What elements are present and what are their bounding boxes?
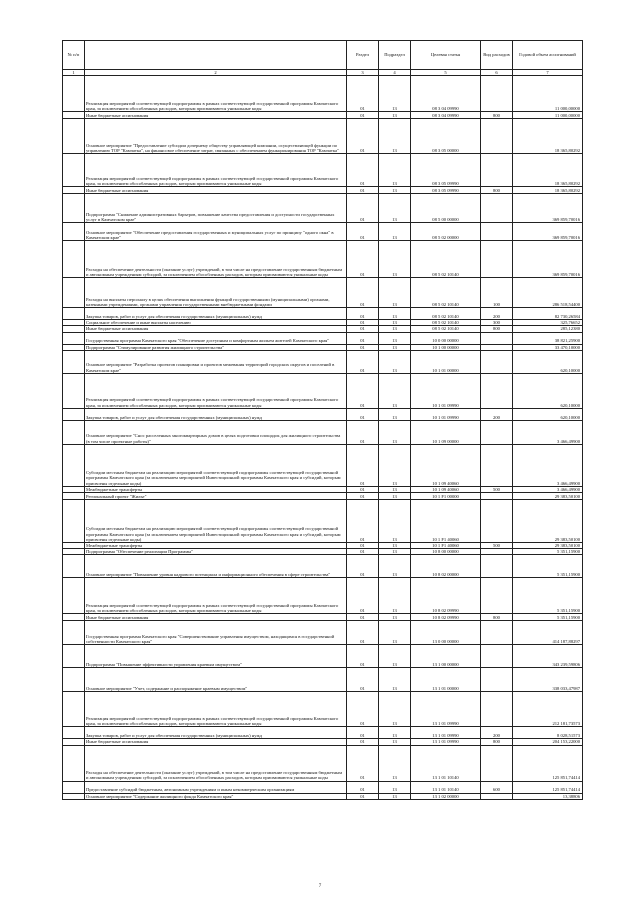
table-row — [63, 781, 583, 793]
row-name: Реализация мероприятий соответствующей подпрограммы в рамках соответствующей государственной программы Камчатского края, за исключением обособленных расходов, которым присваиваются уникальные коды — [85, 373, 347, 408]
colnum: 2 — [85, 70, 347, 76]
row-section: 01 — [347, 614, 379, 621]
row-expense-type: 300 — [481, 320, 513, 326]
row-expense-type — [481, 373, 513, 408]
colnum: 1 — [63, 70, 85, 76]
row-target-article: 08 5 02 10140 — [411, 326, 481, 332]
row-name: Реализация мероприятий соответствующей подпрограммы в рамках соответствующей государственной программы Камчатского края, за исключением обособленных расходов, которым присваиваются уникальные коды — [85, 692, 347, 727]
budget-table-page — [62, 40, 582, 800]
row-target-article: 10 1 09 00000 — [411, 420, 481, 444]
row-expense-type: 800 — [481, 614, 513, 621]
table-row — [63, 420, 583, 444]
num-cell — [63, 119, 85, 154]
row-name: Государственная программа Камчатского края "Совершенствование управления имуществом, находящимся в государственной собственности Камчатского края" — [85, 621, 347, 645]
num-cell — [63, 350, 85, 373]
row-name: Закупка товаров, работ и услуг для обеспечения государственных (муниципальных) нужд — [85, 727, 347, 739]
row-target-article: 10 8 02 00000 — [411, 555, 481, 578]
row-name: Субсидии местным бюджетам на реализацию мероприятий соответствующей подпрограммы соответствующей государственной программы Камчатского края (за исключением мероприятий Инвестиционной программы Камчатского края и субсидий, которым присвоены отдельные коды) — [85, 500, 347, 543]
colnum: 3 — [347, 70, 379, 76]
row-name: Государственная программа Камчатского края "Обеспечение доступным и комфортным жильем жителей Камчатского края" — [85, 332, 347, 344]
row-expense-type: 800 — [481, 739, 513, 745]
num-cell — [63, 241, 85, 278]
num-cell — [63, 793, 85, 799]
row-amount: 3 466,49900 — [513, 486, 583, 492]
num-cell — [63, 578, 85, 614]
row-amount: 29 383,50100 — [513, 543, 583, 549]
row-target-article: 13 1 01 09990 — [411, 727, 481, 739]
num-cell — [63, 332, 85, 344]
row-amount: 125 851,74414 — [513, 745, 583, 781]
row-section: 01 — [347, 692, 379, 727]
num-cell — [63, 408, 85, 420]
row-subsection: 13 — [379, 420, 411, 444]
row-target-article: 10 1 09 40060 — [411, 444, 481, 486]
row-name: Реализация мероприятий соответствующей подпрограммы в рамках соответствующей государственной программы Камчатского края, за исключением обособленных расходов, которым присваиваются уникальные коды — [85, 76, 347, 112]
row-amount: 286 518,54400 — [513, 278, 583, 308]
header-subsection: Подраздел — [379, 41, 411, 70]
row-subsection: 13 — [379, 326, 411, 332]
row-section: 01 — [347, 444, 379, 486]
table-row — [63, 308, 583, 320]
row-subsection: 13 — [379, 408, 411, 420]
row-expense-type — [481, 645, 513, 668]
row-section: 01 — [347, 549, 379, 555]
row-section: 01 — [347, 500, 379, 543]
row-target-article: 10 8 00 00000 — [411, 549, 481, 555]
row-section: 01 — [347, 154, 379, 187]
row-target-article: 10 8 02 09990 — [411, 578, 481, 614]
table-row — [63, 241, 583, 278]
row-name: Иные бюджетные ассигнования — [85, 187, 347, 194]
row-amount: 343 239,59806 — [513, 645, 583, 668]
row-name: Закупка товаров, работ и услуг для обеспечения государственных (муниципальных) нужд — [85, 308, 347, 320]
row-section: 01 — [347, 76, 379, 112]
table-row — [63, 493, 583, 500]
table-row — [63, 194, 583, 223]
row-target-article: 13 0 00 00000 — [411, 621, 481, 645]
row-name: Основное мероприятие "Предоставление субсидии дочернему обществу управляющей компании, осуществляющей функции по управлению ТОР "Камчатка", на финансовое обеспечение затрат, связанных с обеспечением функционирования ТОР "Камчатка" — [85, 119, 347, 154]
colnum: 6 — [481, 70, 513, 76]
table-row — [63, 614, 583, 621]
row-subsection: 13 — [379, 444, 411, 486]
row-subsection: 13 — [379, 344, 411, 350]
table-row — [63, 555, 583, 578]
row-amount: 29 383,50100 — [513, 493, 583, 500]
row-expense-type — [481, 350, 513, 373]
row-amount: 18 365,80292 — [513, 119, 583, 154]
row-amount: 620,10000 — [513, 373, 583, 408]
row-amount: 38 821,25900 — [513, 332, 583, 344]
row-name: Основное мероприятие "Обеспечение предоставления государственных и муниципальных услуг по принципу "одного окна" в Камчатском крае" — [85, 223, 347, 241]
num-cell — [63, 308, 85, 320]
row-expense-type — [481, 668, 513, 692]
colnum: 5 — [411, 70, 481, 76]
table-row — [63, 793, 583, 799]
num-cell — [63, 727, 85, 739]
row-name: Предоставление субсидий бюджетным, автономным учреждениям и иным некоммерческим организациям — [85, 781, 347, 793]
row-expense-type — [481, 420, 513, 444]
row-target-article: 13 1 01 10140 — [411, 781, 481, 793]
row-section: 01 — [347, 578, 379, 614]
num-cell — [63, 555, 85, 578]
num-cell — [63, 645, 85, 668]
row-section: 01 — [347, 223, 379, 241]
row-target-article: 08 5 02 10140 — [411, 308, 481, 320]
row-expense-type — [481, 332, 513, 344]
row-subsection: 13 — [379, 350, 411, 373]
row-subsection: 13 — [379, 112, 411, 119]
row-subsection: 13 — [379, 194, 411, 223]
row-subsection: 13 — [379, 493, 411, 500]
row-amount: 5 351,15900 — [513, 614, 583, 621]
table-row — [63, 408, 583, 420]
row-amount: 3 466,49900 — [513, 420, 583, 444]
table-header-row — [63, 41, 583, 70]
table-row — [63, 373, 583, 408]
row-name: Расходы на обеспечение деятельности (оказание услуг) учреждений, в том числе на предоставление государственным бюджетным и автономным учреждениям субсидий, за исключением обособленных расходов, которым присваиваются уникальные коды — [85, 745, 347, 781]
num-cell — [63, 668, 85, 692]
row-amount: 5 351,15900 — [513, 555, 583, 578]
row-name: Подпрограмма "Снижение административных барьеров, повышение качества предоставления и доступности государственных услуг в Камчатском крае" — [85, 194, 347, 223]
row-expense-type: 500 — [481, 486, 513, 492]
row-subsection: 13 — [379, 76, 411, 112]
table-row — [63, 692, 583, 727]
table-row — [63, 187, 583, 194]
row-section: 01 — [347, 320, 379, 326]
row-section: 01 — [347, 119, 379, 154]
page-number: 7 — [318, 884, 322, 889]
header-expense-type: Вид расходов — [481, 41, 513, 70]
row-amount: 11 000,00000 — [513, 76, 583, 112]
table-row — [63, 154, 583, 187]
row-target-article: 10 1 01 00000 — [411, 350, 481, 373]
row-name: Подпрограмма "Обеспечение реализации Программы" — [85, 549, 347, 555]
row-amount: 82 730,26584 — [513, 308, 583, 320]
row-name: Реализация мероприятий соответствующей подпрограммы в рамках соответствующей государственной программы Камчатского края, за исключением обособленных расходов, которым присваиваются уникальные коды — [85, 154, 347, 187]
row-subsection: 13 — [379, 500, 411, 543]
row-target-article: 08 3 05 09990 — [411, 187, 481, 194]
row-amount: 620,10000 — [513, 408, 583, 420]
row-name: Субсидии местным бюджетам на реализацию мероприятий соответствующей подпрограммы соответствующей государственной программы Камчатского края (за исключением мероприятий Инвестиционной программы Камчатского края и субсидий, которым присвоены отдельные коды) — [85, 444, 347, 486]
row-name: Иные бюджетные ассигнования — [85, 739, 347, 745]
row-section: 01 — [347, 344, 379, 350]
row-subsection: 13 — [379, 578, 411, 614]
num-cell — [63, 614, 85, 621]
table-row — [63, 223, 583, 241]
row-subsection: 13 — [379, 320, 411, 326]
table-row — [63, 76, 583, 112]
row-expense-type: 800 — [481, 326, 513, 332]
row-amount: 325,76652 — [513, 320, 583, 326]
row-target-article: 13 1 01 00000 — [411, 668, 481, 692]
row-section: 01 — [347, 645, 379, 668]
row-section: 01 — [347, 332, 379, 344]
row-amount: 13,38806 — [513, 793, 583, 799]
row-expense-type — [481, 692, 513, 727]
row-subsection: 13 — [379, 745, 411, 781]
row-subsection: 13 — [379, 555, 411, 578]
row-subsection: 13 — [379, 645, 411, 668]
row-amount: 18 365,80292 — [513, 187, 583, 194]
row-name: Подпрограмма "Стимулирование развития жилищного строительства" — [85, 344, 347, 350]
row-target-article: 10 1 01 09990 — [411, 408, 481, 420]
row-subsection: 13 — [379, 332, 411, 344]
table-row — [63, 119, 583, 154]
header-target-article: Целевая статья — [411, 41, 481, 70]
row-name: Подпрограмма "Повышение эффективности управления краевым имуществом" — [85, 645, 347, 668]
row-expense-type: 800 — [481, 187, 513, 194]
num-cell — [63, 154, 85, 187]
colnum: 7 — [513, 70, 583, 76]
row-section: 01 — [347, 408, 379, 420]
row-name: Основное мероприятие "Содержание жилищного фонда Камчатского края" — [85, 793, 347, 799]
row-section: 01 — [347, 793, 379, 799]
row-target-article: 10 1 F1 40060 — [411, 543, 481, 549]
row-expense-type — [481, 76, 513, 112]
row-target-article: 08 3 04 09990 — [411, 76, 481, 112]
row-section: 01 — [347, 486, 379, 492]
row-name: Межбюджетные трансферты — [85, 486, 347, 492]
row-target-article: 13 1 01 09990 — [411, 739, 481, 745]
row-name: Основное мероприятие "Разработка проектов планировки и проектов межевания территорий городских округов и поселений в Камчатском крае" — [85, 350, 347, 373]
row-target-article: 10 1 00 00000 — [411, 344, 481, 350]
row-target-article: 08 5 00 00000 — [411, 194, 481, 223]
table-row — [63, 668, 583, 692]
row-amount: 369 859,70016 — [513, 223, 583, 241]
row-name: Иные бюджетные ассигнования — [85, 326, 347, 332]
num-cell — [63, 692, 85, 727]
row-expense-type — [481, 154, 513, 187]
num-cell — [63, 500, 85, 543]
row-subsection: 13 — [379, 119, 411, 154]
num-cell — [63, 278, 85, 308]
row-section: 01 — [347, 739, 379, 745]
row-expense-type: 200 — [481, 308, 513, 320]
row-amount: 11 000,00000 — [513, 112, 583, 119]
budget-table — [62, 40, 583, 800]
row-subsection: 13 — [379, 373, 411, 408]
table-row — [63, 745, 583, 781]
row-amount: 204 153,22000 — [513, 739, 583, 745]
table-row — [63, 112, 583, 119]
table-row — [63, 645, 583, 668]
row-section: 01 — [347, 187, 379, 194]
row-section: 01 — [347, 493, 379, 500]
row-section: 01 — [347, 543, 379, 549]
row-expense-type — [481, 444, 513, 486]
num-cell — [63, 373, 85, 408]
row-expense-type — [481, 493, 513, 500]
row-name: Основное мероприятие "Снос расселенных многоквартирных домов в целях подготовки площадок для жилищного строительства (в том числе проектные работы)" — [85, 420, 347, 444]
table-row — [63, 278, 583, 308]
num-cell — [63, 745, 85, 781]
row-name: Иные бюджетные ассигнования — [85, 614, 347, 621]
row-section: 01 — [347, 781, 379, 793]
row-subsection: 13 — [379, 241, 411, 278]
row-subsection: 13 — [379, 549, 411, 555]
num-cell — [63, 194, 85, 223]
row-amount: 369 859,70016 — [513, 194, 583, 223]
row-amount: 5 351,15900 — [513, 549, 583, 555]
row-subsection: 13 — [379, 278, 411, 308]
row-expense-type — [481, 119, 513, 154]
row-name: Основное мероприятие "Повышение уровня кадрового потенциала и информационного обеспечения в сфере строительства" — [85, 555, 347, 578]
row-section: 01 — [347, 555, 379, 578]
row-expense-type — [481, 500, 513, 543]
row-subsection: 13 — [379, 614, 411, 621]
row-expense-type: 500 — [481, 543, 513, 549]
row-expense-type: 600 — [481, 781, 513, 793]
row-name: Реализация мероприятий соответствующей подпрограммы в рамках соответствующей государственной программы Камчатского края, за исключением обособленных расходов, которым присваиваются уникальные коды — [85, 578, 347, 614]
num-cell — [63, 76, 85, 112]
row-expense-type — [481, 793, 513, 799]
row-name: Расходы на обеспечение деятельности (оказание услуг) учреждений, в том числе на предоставление государственным бюджетным и автономным учреждениям субсидий, за исключением обособленных расходов, которым присваиваются уникальные коды — [85, 241, 347, 278]
row-section: 01 — [347, 668, 379, 692]
table-row — [63, 578, 583, 614]
row-subsection: 13 — [379, 223, 411, 241]
row-name: Закупка товаров, работ и услуг для обеспечения государственных (муниципальных) нужд — [85, 408, 347, 420]
row-target-article: 10 0 00 00000 — [411, 332, 481, 344]
table-row — [63, 350, 583, 373]
row-amount: 33 470,10000 — [513, 344, 583, 350]
table-row — [63, 332, 583, 344]
row-subsection: 13 — [379, 187, 411, 194]
row-target-article: 10 8 02 09990 — [411, 614, 481, 621]
row-name: Региональный проект "Жилье" — [85, 493, 347, 500]
row-expense-type — [481, 745, 513, 781]
row-expense-type: 800 — [481, 112, 513, 119]
num-cell — [63, 781, 85, 793]
row-target-article: 13 1 01 09990 — [411, 692, 481, 727]
row-amount: 338 033,47987 — [513, 668, 583, 692]
row-subsection: 13 — [379, 621, 411, 645]
num-cell — [63, 187, 85, 194]
row-target-article: 10 1 01 09990 — [411, 373, 481, 408]
row-target-article: 08 3 05 00000 — [411, 119, 481, 154]
row-subsection: 13 — [379, 781, 411, 793]
table-row — [63, 444, 583, 486]
row-amount: 125 851,74414 — [513, 781, 583, 793]
row-section: 01 — [347, 727, 379, 739]
row-subsection: 13 — [379, 692, 411, 727]
row-expense-type — [481, 241, 513, 278]
row-section: 01 — [347, 278, 379, 308]
table-row — [63, 621, 583, 645]
row-target-article: 08 5 02 10140 — [411, 278, 481, 308]
table-row — [63, 500, 583, 543]
row-target-article: 08 3 05 09990 — [411, 154, 481, 187]
row-amount: 620,10000 — [513, 350, 583, 373]
row-expense-type: 200 — [481, 408, 513, 420]
row-target-article: 13 1 00 00000 — [411, 645, 481, 668]
row-target-article: 10 1 09 40060 — [411, 486, 481, 492]
row-expense-type: 200 — [481, 727, 513, 739]
row-section: 01 — [347, 326, 379, 332]
row-amount: 3 466,49900 — [513, 444, 583, 486]
row-subsection: 13 — [379, 543, 411, 549]
num-cell — [63, 112, 85, 119]
row-subsection: 13 — [379, 668, 411, 692]
row-section: 01 — [347, 308, 379, 320]
row-target-article: 08 5 02 10140 — [411, 241, 481, 278]
row-section: 01 — [347, 621, 379, 645]
row-target-article: 08 5 02 00000 — [411, 223, 481, 241]
row-target-article: 10 1 F1 40060 — [411, 500, 481, 543]
row-amount: 29 383,50100 — [513, 500, 583, 543]
row-target-article: 13 1 01 10140 — [411, 745, 481, 781]
row-subsection: 13 — [379, 308, 411, 320]
row-section: 01 — [347, 350, 379, 373]
row-name: Социальное обеспечение и иные выплаты населению — [85, 320, 347, 326]
row-expense-type: 100 — [481, 278, 513, 308]
header-number: № п/п — [63, 41, 85, 70]
row-amount: 5 351,15900 — [513, 578, 583, 614]
row-target-article: 10 1 F1 00000 — [411, 493, 481, 500]
num-cell — [63, 420, 85, 444]
row-section: 01 — [347, 745, 379, 781]
row-subsection: 13 — [379, 739, 411, 745]
row-amount: 18 365,80292 — [513, 154, 583, 187]
row-name: Основное мероприятие "Учет, содержание и распоряжение краевым имуществом" — [85, 668, 347, 692]
row-section: 01 — [347, 420, 379, 444]
row-name: Расходы на выплаты персоналу в целях обеспечения выполнения функций государственными (муниципальными) органами, казенными учреждениями, органами управления государственными внебюджетными фондами — [85, 278, 347, 308]
table-row — [63, 727, 583, 739]
row-amount: 285,12380 — [513, 326, 583, 332]
num-cell — [63, 621, 85, 645]
header-annual-volume: Годовой объем ассигнований — [513, 41, 583, 70]
row-expense-type — [481, 555, 513, 578]
header-section: Раздел — [347, 41, 379, 70]
num-cell — [63, 444, 85, 486]
row-subsection: 13 — [379, 793, 411, 799]
row-name: Межбюджетные трансферты — [85, 543, 347, 549]
row-expense-type — [481, 578, 513, 614]
row-subsection: 13 — [379, 727, 411, 739]
row-amount: 8 028,51573 — [513, 727, 583, 739]
row-expense-type — [481, 223, 513, 241]
row-amount: 212 181,73573 — [513, 692, 583, 727]
row-expense-type — [481, 621, 513, 645]
row-amount: 414 187,88297 — [513, 621, 583, 645]
row-target-article: 08 3 04 09990 — [411, 112, 481, 119]
num-cell — [63, 223, 85, 241]
row-subsection: 13 — [379, 486, 411, 492]
row-target-article: 08 5 02 10140 — [411, 320, 481, 326]
num-cell — [63, 493, 85, 500]
row-section: 01 — [347, 112, 379, 119]
row-section: 01 — [347, 373, 379, 408]
row-section: 01 — [347, 241, 379, 278]
header-name — [85, 41, 347, 70]
row-expense-type — [481, 194, 513, 223]
row-amount: 369 859,70016 — [513, 241, 583, 278]
row-section: 01 — [347, 194, 379, 223]
row-subsection: 13 — [379, 154, 411, 187]
row-name: Иные бюджетные ассигнования — [85, 112, 347, 119]
row-target-article: 13 1 02 00000 — [411, 793, 481, 799]
colnum: 4 — [379, 70, 411, 76]
table-body — [63, 76, 583, 800]
